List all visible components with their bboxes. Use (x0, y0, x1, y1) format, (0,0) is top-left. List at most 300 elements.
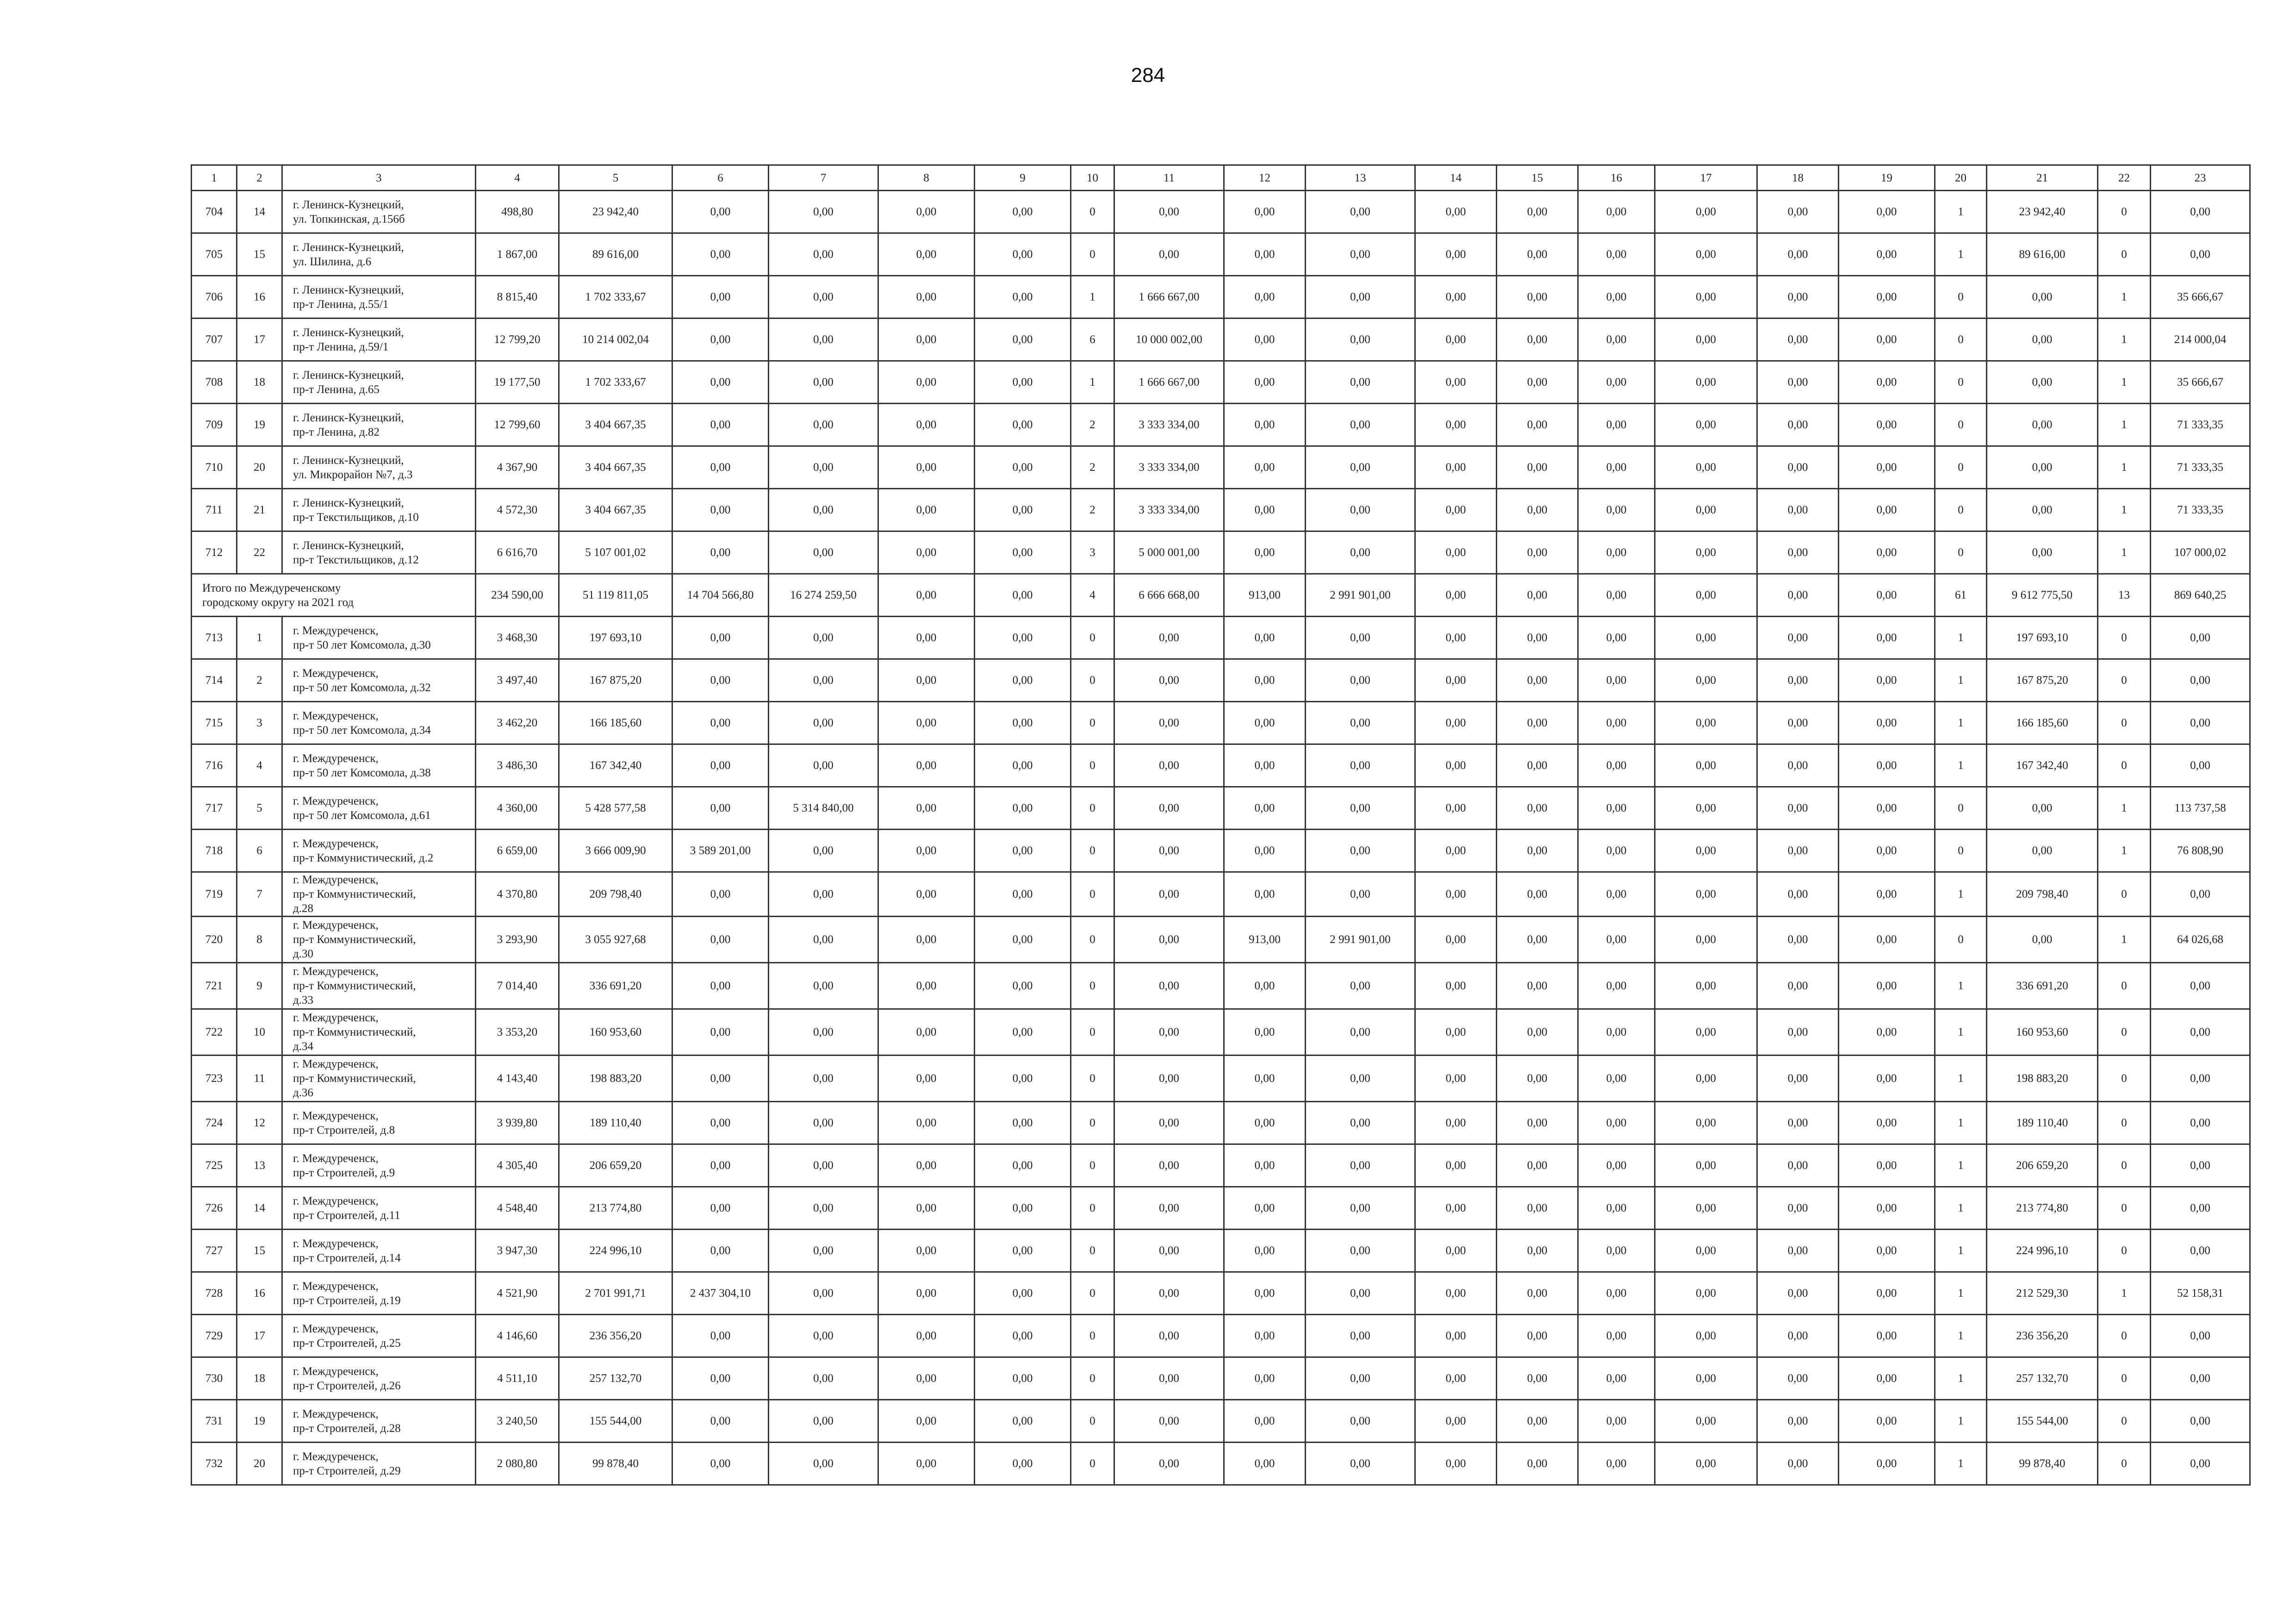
address-line: г. Междуреченск, (293, 1152, 379, 1165)
value-cell: 0,00 (1839, 963, 1935, 1009)
row-number-cell: 730 (192, 1357, 237, 1400)
value-cell: 0,00 (1757, 1187, 1839, 1230)
total-row (192, 574, 2250, 617)
address-cell (282, 744, 476, 787)
value-cell: 0,00 (975, 1357, 1071, 1400)
value-cell: 0,00 (1655, 872, 1757, 917)
value-cell: 3 404 667,35 (559, 404, 672, 446)
value-cell: 0,00 (878, 191, 975, 233)
value-cell: 0,00 (1839, 617, 1935, 659)
value-cell: 0,00 (878, 872, 975, 917)
value-cell: 0,00 (1757, 191, 1839, 233)
address-line: пр-т Строителей, д.28 (293, 1422, 401, 1435)
value-cell: 198 883,20 (1987, 1056, 2098, 1102)
value-cell: 0,00 (672, 1400, 769, 1443)
value-cell: 23 942,40 (559, 191, 672, 233)
value-cell: 3 333 334,00 (1114, 404, 1224, 446)
address-line: г. Ленинск-Кузнецкий, (293, 454, 404, 467)
value-cell: 1 (1935, 1056, 1987, 1102)
value-cell: 0,00 (1415, 830, 1497, 872)
value-cell: 0,00 (1839, 233, 1935, 276)
value-cell: 0,00 (1757, 1009, 1839, 1056)
value-cell: 0,00 (1655, 361, 1757, 404)
value-cell: 257 132,70 (1987, 1357, 2098, 1400)
value-cell: 0 (1935, 787, 1987, 830)
value-cell: 197 693,10 (559, 617, 672, 659)
value-cell: 257 132,70 (559, 1357, 672, 1400)
value-cell: 0,00 (672, 1009, 769, 1056)
address-line: пр-т Ленина, д.82 (293, 425, 380, 438)
value-cell: 0,00 (1578, 489, 1655, 531)
value-cell: 0 (2098, 1187, 2151, 1230)
value-cell: 0 (1071, 963, 1114, 1009)
address-cell (282, 446, 476, 489)
value-cell: 0,00 (1114, 744, 1224, 787)
value-cell: 0,00 (975, 1315, 1071, 1357)
value-cell: 0,00 (769, 830, 878, 872)
value-cell: 0,00 (769, 1400, 878, 1443)
value-cell: 0,00 (878, 319, 975, 361)
total-cell: 0,00 (975, 574, 1071, 617)
address-line: пр-т Коммунистический, (293, 933, 416, 946)
value-cell: 0,00 (878, 1315, 975, 1357)
value-cell: 89 616,00 (559, 233, 672, 276)
address-cell (282, 659, 476, 702)
value-cell: 0 (1071, 872, 1114, 917)
value-cell: 0,00 (1497, 191, 1578, 233)
value-cell: 0,00 (1114, 1102, 1224, 1144)
value-cell: 0,00 (1415, 917, 1497, 963)
value-cell: 0,00 (1306, 1400, 1415, 1443)
value-cell: 76 808,90 (2151, 830, 2250, 872)
value-cell: 23 942,40 (1987, 191, 2098, 233)
value-cell: 0,00 (1497, 446, 1578, 489)
value-cell: 0 (1071, 1102, 1114, 1144)
value-cell: 0,00 (1415, 963, 1497, 1009)
value-cell: 0 (1071, 1357, 1114, 1400)
value-cell: 0,00 (1415, 617, 1497, 659)
value-cell: 0 (1071, 917, 1114, 963)
address-cell (282, 787, 476, 830)
value-cell: 913,00 (1224, 917, 1306, 963)
value-cell: 0,00 (672, 1144, 769, 1187)
address-line: г. Междуреченск, (293, 874, 379, 886)
address-cell (282, 489, 476, 531)
value-cell: 0,00 (2151, 617, 2250, 659)
value-cell: 6 (1071, 319, 1114, 361)
value-cell: 0,00 (1224, 872, 1306, 917)
value-cell: 0,00 (1757, 1357, 1839, 1400)
value-cell: 0,00 (672, 1230, 769, 1272)
value-cell: 1 (2098, 917, 2151, 963)
value-cell: 0,00 (1306, 361, 1415, 404)
value-cell: 0,00 (1578, 191, 1655, 233)
address-line: г. Междуреченск, (293, 1365, 379, 1378)
value-cell: 0,00 (975, 702, 1071, 744)
value-cell: 0 (1935, 446, 1987, 489)
value-cell: 0,00 (1306, 1357, 1415, 1400)
value-cell: 0,00 (1987, 276, 2098, 319)
value-cell: 2 (1071, 404, 1114, 446)
value-cell: 0,00 (1224, 1272, 1306, 1315)
value-cell: 0,00 (1114, 963, 1224, 1009)
value-cell: 3 939,80 (476, 1102, 559, 1144)
value-cell: 0,00 (1757, 489, 1839, 531)
address-line: г. Междуреченск, (293, 1450, 379, 1463)
value-cell: 0,00 (1306, 489, 1415, 531)
value-cell: 0,00 (1114, 233, 1224, 276)
value-cell: 0,00 (1655, 1400, 1757, 1443)
sub-number-cell: 16 (237, 276, 282, 319)
value-cell: 0,00 (1114, 787, 1224, 830)
value-cell: 0,00 (672, 319, 769, 361)
value-cell: 0,00 (1578, 830, 1655, 872)
value-cell: 0,00 (1987, 319, 2098, 361)
value-cell: 0,00 (1497, 1357, 1578, 1400)
value-cell: 0,00 (769, 361, 878, 404)
value-cell: 0,00 (975, 1102, 1071, 1144)
value-cell: 1 (1071, 361, 1114, 404)
value-cell: 4 511,10 (476, 1357, 559, 1400)
value-cell: 0,00 (769, 659, 878, 702)
value-cell: 0,00 (878, 233, 975, 276)
sub-number-cell: 14 (237, 191, 282, 233)
table-row (192, 1315, 2250, 1357)
value-cell: 7 014,40 (476, 963, 559, 1009)
value-cell: 0,00 (1578, 787, 1655, 830)
value-cell: 0 (2098, 963, 2151, 1009)
value-cell: 0,00 (2151, 744, 2250, 787)
value-cell: 0,00 (878, 361, 975, 404)
value-cell: 0,00 (2151, 963, 2250, 1009)
value-cell: 0,00 (1655, 1056, 1757, 1102)
value-cell: 0,00 (975, 1009, 1071, 1056)
value-cell: 0,00 (1839, 489, 1935, 531)
sub-number-cell: 2 (237, 659, 282, 702)
value-cell: 8 815,40 (476, 276, 559, 319)
value-cell: 0,00 (1655, 963, 1757, 1009)
table-row (192, 787, 2250, 830)
value-cell: 0,00 (1497, 1102, 1578, 1144)
value-cell: 2 991 901,00 (1306, 917, 1415, 963)
value-cell: 0,00 (1224, 1102, 1306, 1144)
column-header: 6 (672, 165, 769, 191)
value-cell: 0,00 (1306, 276, 1415, 319)
value-cell: 0,00 (1497, 1009, 1578, 1056)
column-header: 19 (1839, 165, 1935, 191)
table-row (192, 1144, 2250, 1187)
address-line: пр-т 50 лет Комсомола, д.34 (293, 724, 431, 737)
value-cell: 206 659,20 (559, 1144, 672, 1187)
value-cell: 0,00 (769, 191, 878, 233)
value-cell: 0,00 (769, 531, 878, 574)
value-cell: 89 616,00 (1987, 233, 2098, 276)
value-cell: 52 158,31 (2151, 1272, 2250, 1315)
total-cell: 61 (1935, 574, 1987, 617)
address-cell (282, 1272, 476, 1315)
value-cell: 0,00 (672, 276, 769, 319)
value-cell: 0,00 (1306, 1056, 1415, 1102)
value-cell: 0,00 (1757, 233, 1839, 276)
row-number-cell: 705 (192, 233, 237, 276)
value-cell: 0,00 (1415, 1187, 1497, 1230)
column-header: 13 (1306, 165, 1415, 191)
value-cell: 1 (2098, 787, 2151, 830)
value-cell: 0 (1935, 531, 1987, 574)
address-line: г. Междуреченск, (293, 1012, 379, 1024)
value-cell: 64 026,68 (2151, 917, 2250, 963)
sub-number-cell: 21 (237, 489, 282, 531)
value-cell: 0,00 (1655, 917, 1757, 963)
sub-number-cell: 19 (237, 1400, 282, 1443)
value-cell: 0,00 (1497, 531, 1578, 574)
value-cell: 155 544,00 (559, 1400, 672, 1443)
address-line: пр-т Строителей, д.19 (293, 1294, 401, 1307)
value-cell: 0,00 (1655, 617, 1757, 659)
value-cell: 5 314 840,00 (769, 787, 878, 830)
value-cell: 0,00 (2151, 191, 2250, 233)
value-cell: 0,00 (1224, 702, 1306, 744)
value-cell: 0,00 (769, 276, 878, 319)
value-cell: 3 947,30 (476, 1230, 559, 1272)
address-line: г. Междуреченск, (293, 965, 379, 978)
value-cell: 0,00 (975, 1187, 1071, 1230)
row-number-cell: 712 (192, 531, 237, 574)
value-cell: 0,00 (672, 659, 769, 702)
value-cell: 0,00 (1757, 446, 1839, 489)
address-line: д.28 (293, 902, 313, 915)
value-cell: 4 146,60 (476, 1315, 559, 1357)
value-cell: 1 (1071, 276, 1114, 319)
row-number-cell: 727 (192, 1230, 237, 1272)
address-line: г. Междуреченск, (293, 752, 379, 765)
value-cell: 0,00 (1306, 1009, 1415, 1056)
value-cell: 0,00 (878, 1102, 975, 1144)
address-cell (282, 404, 476, 446)
address-cell (282, 1230, 476, 1272)
value-cell: 0,00 (1415, 744, 1497, 787)
table-row (192, 276, 2250, 319)
value-cell: 0,00 (769, 1357, 878, 1400)
sub-number-cell: 3 (237, 702, 282, 744)
value-cell: 0 (1935, 361, 1987, 404)
total-cell: 51 119 811,05 (559, 574, 672, 617)
address-line: пр-т Строителей, д.14 (293, 1251, 401, 1264)
value-cell: 0,00 (1578, 744, 1655, 787)
value-cell: 1 (2098, 531, 2151, 574)
value-cell: 0,00 (878, 1009, 975, 1056)
value-cell: 0,00 (769, 233, 878, 276)
value-cell: 0,00 (975, 1144, 1071, 1187)
row-number-cell: 717 (192, 787, 237, 830)
value-cell: 12 799,60 (476, 404, 559, 446)
value-cell: 0,00 (1655, 319, 1757, 361)
value-cell: 0,00 (975, 446, 1071, 489)
value-cell: 160 953,60 (1987, 1009, 2098, 1056)
value-cell: 1 (1935, 872, 1987, 917)
value-cell: 5 107 001,02 (559, 531, 672, 574)
value-cell: 0,00 (1497, 1230, 1578, 1272)
value-cell: 0,00 (1114, 872, 1224, 917)
value-cell: 1 (1935, 1102, 1987, 1144)
value-cell: 0,00 (878, 1357, 975, 1400)
row-number-cell: 726 (192, 1187, 237, 1230)
value-cell: 0,00 (1415, 276, 1497, 319)
value-cell: 3 589 201,00 (672, 830, 769, 872)
value-cell: 0 (2098, 1315, 2151, 1357)
value-cell: 0,00 (975, 361, 1071, 404)
value-cell: 498,80 (476, 191, 559, 233)
row-number-cell: 723 (192, 1056, 237, 1102)
value-cell: 0,00 (1415, 489, 1497, 531)
value-cell: 0,00 (1578, 1056, 1655, 1102)
value-cell: 0,00 (878, 617, 975, 659)
value-cell: 0,00 (1655, 404, 1757, 446)
table-row (192, 361, 2250, 404)
value-cell: 1 (2098, 276, 2151, 319)
value-cell: 2 (1071, 446, 1114, 489)
value-cell: 71 333,35 (2151, 446, 2250, 489)
value-cell: 236 356,20 (1987, 1315, 2098, 1357)
value-cell: 0,00 (1655, 1443, 1757, 1485)
sub-number-cell: 4 (237, 744, 282, 787)
sub-number-cell: 18 (237, 361, 282, 404)
value-cell: 0,00 (672, 702, 769, 744)
column-header: 16 (1578, 165, 1655, 191)
column-header: 18 (1757, 165, 1839, 191)
row-number-cell: 713 (192, 617, 237, 659)
value-cell: 0,00 (672, 489, 769, 531)
total-cell: 9 612 775,50 (1987, 574, 2098, 617)
sub-number-cell: 11 (237, 1056, 282, 1102)
value-cell: 0,00 (1415, 872, 1497, 917)
sub-number-cell: 9 (237, 963, 282, 1009)
value-cell: 0,00 (975, 963, 1071, 1009)
table-row (192, 1187, 2250, 1230)
value-cell: 0 (1071, 1187, 1114, 1230)
value-cell: 0,00 (1839, 1443, 1935, 1485)
value-cell: 3 404 667,35 (559, 489, 672, 531)
total-label-line: городскому округу на 2021 год (202, 596, 354, 609)
value-cell: 99 878,40 (1987, 1443, 2098, 1485)
value-cell: 3 293,90 (476, 917, 559, 963)
value-cell: 0,00 (1497, 361, 1578, 404)
value-cell: 0,00 (769, 319, 878, 361)
value-cell: 167 342,40 (1987, 744, 2098, 787)
value-cell: 4 521,90 (476, 1272, 559, 1315)
value-cell: 1 (1935, 233, 1987, 276)
value-cell: 0,00 (1987, 446, 2098, 489)
value-cell: 0,00 (1306, 1187, 1415, 1230)
address-line: г. Ленинск-Кузнецкий, (293, 411, 404, 424)
value-cell: 0,00 (878, 489, 975, 531)
value-cell: 166 185,60 (1987, 702, 2098, 744)
value-cell: 0,00 (1415, 1102, 1497, 1144)
value-cell: 0,00 (1114, 1056, 1224, 1102)
value-cell: 3 468,30 (476, 617, 559, 659)
value-cell: 4 548,40 (476, 1187, 559, 1230)
value-cell: 0,00 (1839, 1187, 1935, 1230)
page-number: 284 (1131, 64, 1165, 87)
value-cell: 4 572,30 (476, 489, 559, 531)
value-cell: 0,00 (1224, 191, 1306, 233)
value-cell: 0,00 (2151, 1009, 2250, 1056)
address-cell (282, 1144, 476, 1187)
value-cell: 0,00 (1306, 319, 1415, 361)
value-cell: 2 080,80 (476, 1443, 559, 1485)
value-cell: 0 (1071, 191, 1114, 233)
value-cell: 0,00 (1757, 276, 1839, 319)
value-cell: 0,00 (1839, 446, 1935, 489)
value-cell: 0,00 (1114, 1315, 1224, 1357)
value-cell: 189 110,40 (1987, 1102, 2098, 1144)
value-cell: 0,00 (1757, 1056, 1839, 1102)
value-cell: 0,00 (1306, 1315, 1415, 1357)
sub-number-cell: 6 (237, 830, 282, 872)
address-line: пр-т Строителей, д.9 (293, 1166, 395, 1179)
value-cell: 0,00 (1415, 1400, 1497, 1443)
value-cell: 167 875,20 (559, 659, 672, 702)
value-cell: 167 875,20 (1987, 659, 2098, 702)
value-cell: 3 333 334,00 (1114, 446, 1224, 489)
sub-number-cell: 12 (237, 1102, 282, 1144)
value-cell: 0,00 (1306, 191, 1415, 233)
value-cell: 0,00 (1306, 1272, 1415, 1315)
value-cell: 0,00 (769, 1443, 878, 1485)
value-cell: 0,00 (975, 233, 1071, 276)
value-cell: 0,00 (1655, 446, 1757, 489)
value-cell: 0,00 (1839, 1056, 1935, 1102)
value-cell: 0 (1071, 830, 1114, 872)
value-cell: 0,00 (769, 702, 878, 744)
address-cell (282, 1009, 476, 1056)
value-cell: 0,00 (672, 787, 769, 830)
value-cell: 0,00 (1224, 963, 1306, 1009)
table-row (192, 830, 2250, 872)
value-cell: 0,00 (672, 233, 769, 276)
value-cell: 0,00 (975, 531, 1071, 574)
address-line: ул. Микрорайон №7, д.3 (293, 468, 413, 481)
value-cell: 0,00 (1415, 1443, 1497, 1485)
value-cell: 0,00 (2151, 1144, 2250, 1187)
address-cell (282, 1315, 476, 1357)
value-cell: 0,00 (878, 787, 975, 830)
total-cell: 6 666 668,00 (1114, 574, 1224, 617)
value-cell: 0,00 (1578, 1443, 1655, 1485)
value-cell: 0,00 (769, 1102, 878, 1144)
total-cell: 0,00 (1839, 574, 1935, 617)
value-cell: 0,00 (1757, 404, 1839, 446)
value-cell: 0,00 (878, 404, 975, 446)
value-cell: 0,00 (975, 659, 1071, 702)
row-number-cell: 719 (192, 872, 237, 917)
value-cell: 0,00 (1224, 1357, 1306, 1400)
value-cell: 0,00 (1987, 830, 2098, 872)
value-cell: 0,00 (1757, 1272, 1839, 1315)
value-cell: 0,00 (769, 1230, 878, 1272)
address-cell (282, 963, 476, 1009)
value-cell: 0,00 (975, 1056, 1071, 1102)
value-cell: 0,00 (1415, 191, 1497, 233)
value-cell: 0,00 (1306, 446, 1415, 489)
value-cell: 0,00 (1839, 744, 1935, 787)
value-cell: 0,00 (672, 963, 769, 1009)
value-cell: 0 (2098, 1009, 2151, 1056)
table-row (192, 191, 2250, 233)
value-cell: 0,00 (769, 1315, 878, 1357)
value-cell: 4 143,40 (476, 1056, 559, 1102)
value-cell: 1 (1935, 744, 1987, 787)
